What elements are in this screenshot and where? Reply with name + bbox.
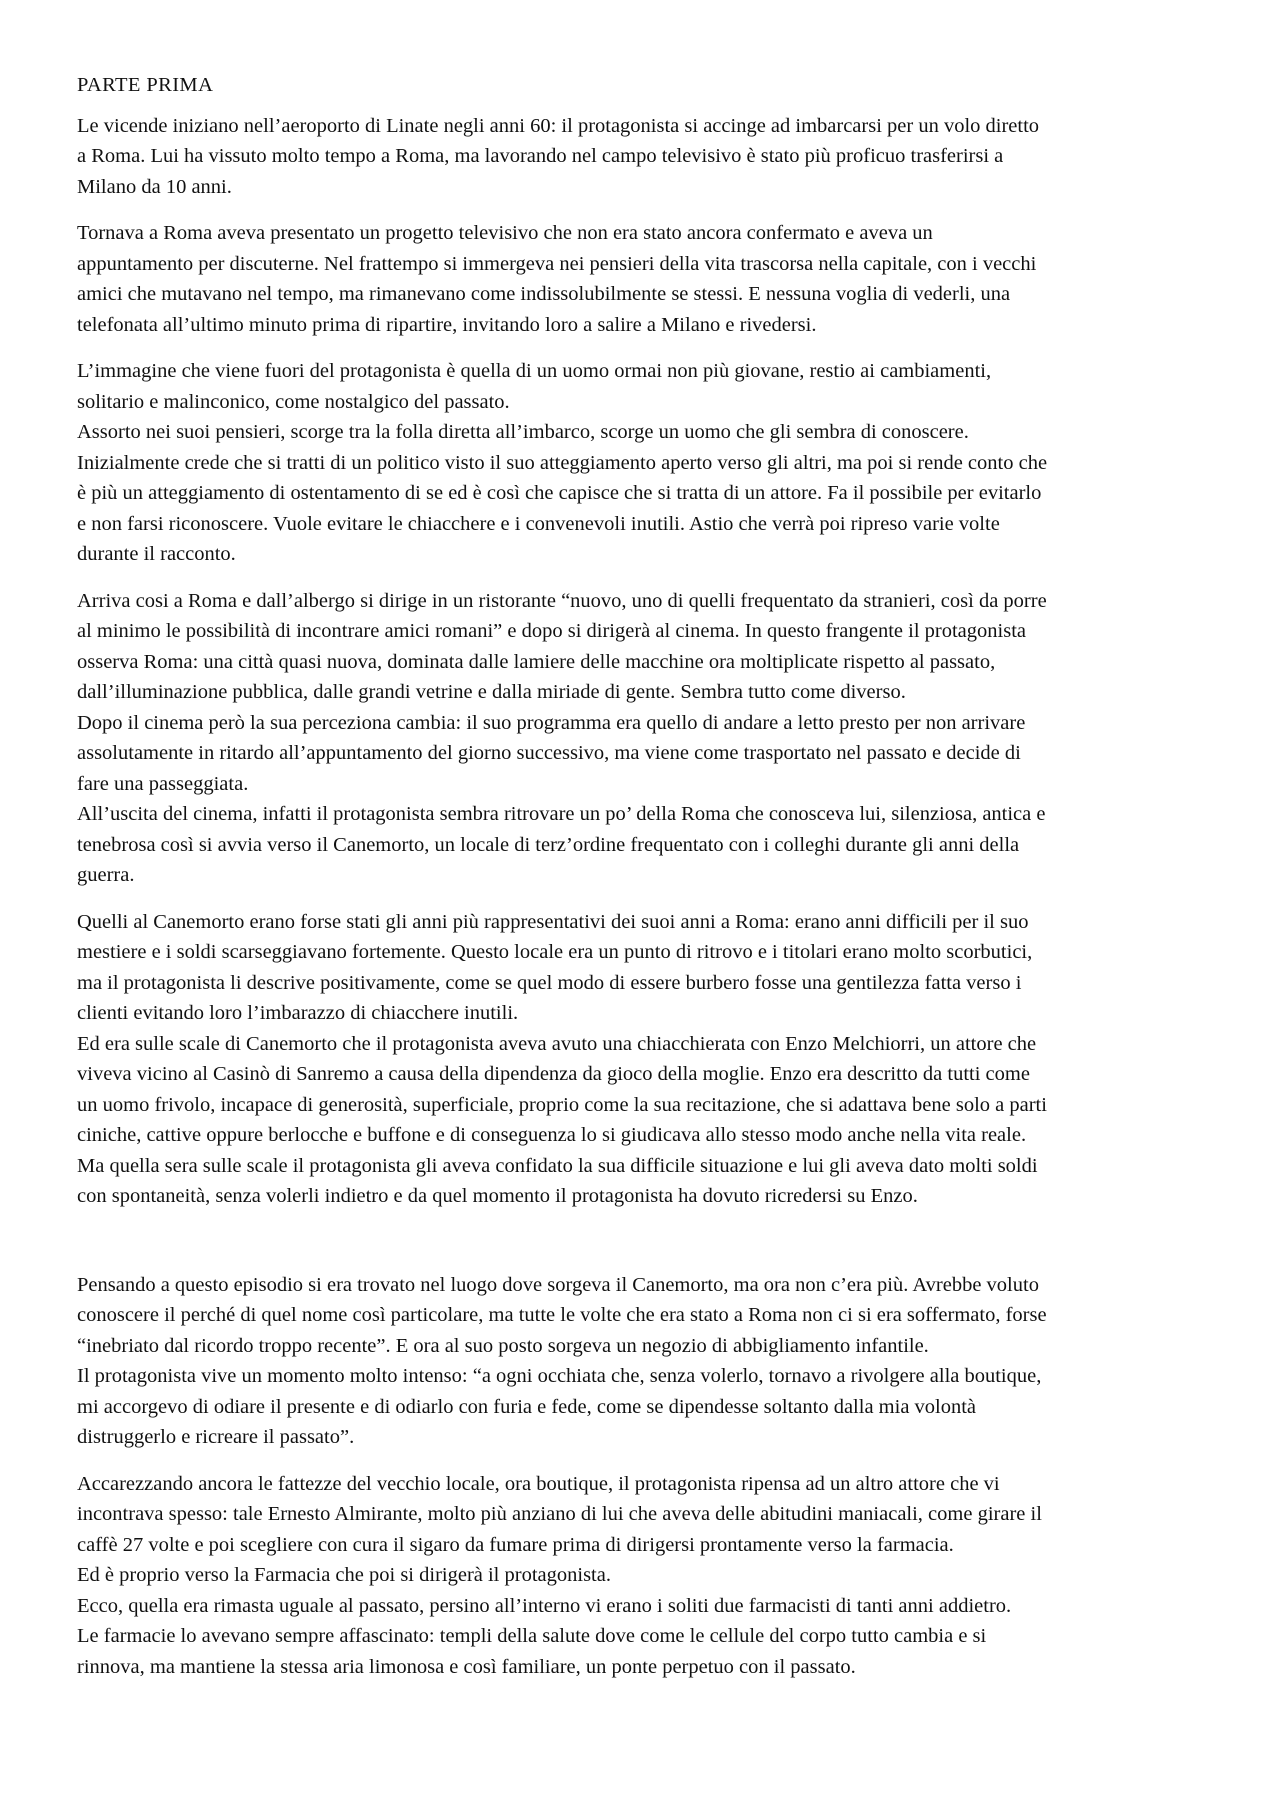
text-line: Pensando a questo episodio si era trovato nel luogo dove sorgeva il Canemorto, ma ora non c’era più. Avrebbe voluto <box>77 1273 1039 1296</box>
text-line: a Roma. Lui ha vissuto molto tempo a Roma, ma lavorando nel campo televisivo è stato più proficuo trasferirsi a <box>77 145 1004 167</box>
paragraph-5 <box>77 907 1207 1212</box>
text-line: Milano da 10 anni. <box>77 175 232 198</box>
text-line: incontrava spesso: tale Ernesto Almirante, molto più anziano di lui che aveva delle abitudini maniacali, come girare il <box>77 1503 1042 1525</box>
text-line: rinnova, ma mantiene la stessa aria limonosa e così familiare, un ponte perpetuo con il passato. <box>77 1655 856 1678</box>
text-line: “inebriato dal ricordo troppo recente”. E ora al suo posto sorgeva un negozio di abbigliamento infantile. <box>77 1334 929 1357</box>
text-line: caffè 27 volte e poi scegliere con cura il sigaro da fumare prima di dirigersi prontamente verso la farmacia. <box>77 1533 954 1556</box>
text-line: amici che mutavano nel tempo, ma rimanevano come indissolubilmente se stessi. E nessuna voglia di vederli, una <box>77 283 1011 305</box>
text-line: Ed è proprio verso la Farmacia che poi si dirigerà il protagonista. <box>77 1564 611 1586</box>
text-line: al minimo le possibilità di incontrare amici romani” e dopo si dirigerà al cinema. In questo frangente il protagonista <box>77 620 1026 642</box>
text-line: durante il racconto. <box>77 543 236 565</box>
text-line: Le vicende iniziano nell’aeroporto di Linate negli anni 60: il protagonista si accinge ad imbarcarsi per un volo diretto <box>77 114 1040 137</box>
text-line: Il protagonista vive un momento molto intenso: “a ogni occhiata che, senza volerlo, tornavo a rivolgere alla boutique, <box>77 1365 1042 1387</box>
text-line: osserva Roma: una città quasi nuova, dominata dalle lamiere delle macchine ora moltiplicate rispetto al passato, <box>77 650 996 673</box>
paragraph-6 <box>77 1270 1207 1453</box>
text-line: dall’illuminazione pubblica, dalle grandi vetrine e dalla miriade di gente. Sembra tutto come diverso. <box>77 681 906 703</box>
paragraph-7 <box>77 1469 1207 1683</box>
text-line: Arriva cosi a Roma e dall’albergo si dirige in un ristorante “nuovo, uno di quelli frequentato da stranieri, così da porre <box>77 589 1047 612</box>
document-page <box>77 70 1207 1698</box>
text-line: solitario e malinconico, come nostalgico del passato. <box>77 390 510 413</box>
section-heading: PARTE PRIMA <box>77 74 214 96</box>
text-line: tenebrosa così si avvia verso il Canemorto, un locale di terz’ordine frequentato con i colleghi durante gli anni della <box>77 833 1020 856</box>
text-line: assolutamente in ritardo all’appuntamento del giorno successivo, ma viene come trasportato nel passato e decide di <box>77 742 1021 764</box>
text-line: clienti evitando loro l’imbarazzo di chiacchere inutili. <box>77 1002 519 1024</box>
text-line: Dopo il cinema però la sua perceziona cambia: il suo programma era quello di andare a letto presto per non arrivare <box>77 711 1026 734</box>
text-line: fare una passeggiata. <box>77 772 249 795</box>
text-line: con spontaneità, senza volerli indietro e da quel momento il protagonista ha dovuto ricredersi su Enzo. <box>77 1185 918 1207</box>
text-line: appuntamento per discuterne. Nel frattempo si immergeva nei pensieri della vita trascorsa nella capitale, con i vecchi <box>77 252 1037 275</box>
text-line: Accarezzando ancora le fattezze del vecchio locale, ora boutique, il protagonista ripensa ad un altro attore che vi <box>77 1472 1000 1495</box>
text-line: ma il protagonista li descrive positivamente, come se quel modo di essere burbero fosse una gentilezza fatta verso i <box>77 971 1022 994</box>
text-line: Le farmacie lo avevano sempre affascinato: templi della salute dove come le cellule del corpo tutto cambia e si <box>77 1625 987 1647</box>
text-line: All’uscita del cinema, infatti il protagonista sembra ritrovare un po’ della Roma che conosceva lui, silenziosa, antica e <box>77 803 1046 825</box>
text-line: è più un atteggiamento di ostentamento di se ed è così che capisce che si tratta di un attore. Fa il possibile per evitarlo <box>77 482 1042 504</box>
text-line: Tornava a Roma aveva presentato un progetto televisivo che non era stato ancora confermato e aveva un <box>77 222 933 244</box>
text-line: un uomo frivolo, incapace di generosità, superficiale, proprio come la sua recitazione, che si adattava bene solo a parti <box>77 1093 1047 1116</box>
paragraph-3 <box>77 356 1207 570</box>
text-line: ciniche, cattive oppure berlocche e buffone e di conseguenza lo si giudicava allo stesso modo anche nella vita reale. <box>77 1124 1027 1146</box>
text-line: Inizialmente crede che si tratti di un politico visto il suo atteggiamento aperto verso gli altri, ma poi si rende conto che <box>77 451 1048 474</box>
text-line: Assorto nei suoi pensieri, scorge tra la folla diretta all’imbarco, scorge un uomo che gli sembra di conoscere. <box>77 421 969 443</box>
text-line: Ed era sulle scale di Canemorto che il protagonista aveva avuto una chiacchierata con Enzo Melchiorri, un attore che <box>77 1032 1037 1055</box>
paragraph-1 <box>77 111 1207 203</box>
text-line: e non farsi riconoscere. Vuole evitare le chiacchere e i convenevoli inutili. Astio che verrà poi ripreso varie volte <box>77 512 1000 535</box>
text-line: L’immagine che viene fuori del protagonista è quella di un uomo ormai non più giovane, restio ai cambiamenti, <box>77 360 992 382</box>
text-line: mestiere e i soldi scarseggiavano fortemente. Questo locale era un punto di ritrovo e i titolari erano molto scorbutici, <box>77 941 1033 963</box>
paragraph-4 <box>77 586 1207 891</box>
paragraph-2 <box>77 218 1207 340</box>
text-line: mi accorgevo di odiare il presente e di odiarlo con furia e fede, come se dipendesse soltanto dalla mia volontà <box>77 1395 977 1418</box>
text-line: viveva vicino al Casinò di Sanremo a causa della dipendenza da gioco della moglie. Enzo era descritto da tutti come <box>77 1063 1030 1085</box>
text-line: Ma quella sera sulle scale il protagonista gli aveva confidato la sua difficile situazione e lui gli aveva dato molti soldi <box>77 1154 1038 1177</box>
text-line: telefonata all’ultimo minuto prima di ripartire, invitando loro a salire a Milano e rivedersi. <box>77 313 817 336</box>
text-line: Quelli al Canemorto erano forse stati gli anni più rappresentativi dei suoi anni a Roma: erano anni difficili per il suo <box>77 910 1029 933</box>
text-line: distruggerlo e ricreare il passato”. <box>77 1426 355 1448</box>
text-line: conoscere il perché di quel nome così particolare, ma tutte le volte che era stato a Roma non ci si era soffermato, forse <box>77 1304 1047 1326</box>
text-line: guerra. <box>77 864 135 886</box>
text-line: Ecco, quella era rimasta uguale al passato, persino all’interno vi erano i soliti due farmacisti di tanti anni addietro. <box>77 1594 1012 1617</box>
